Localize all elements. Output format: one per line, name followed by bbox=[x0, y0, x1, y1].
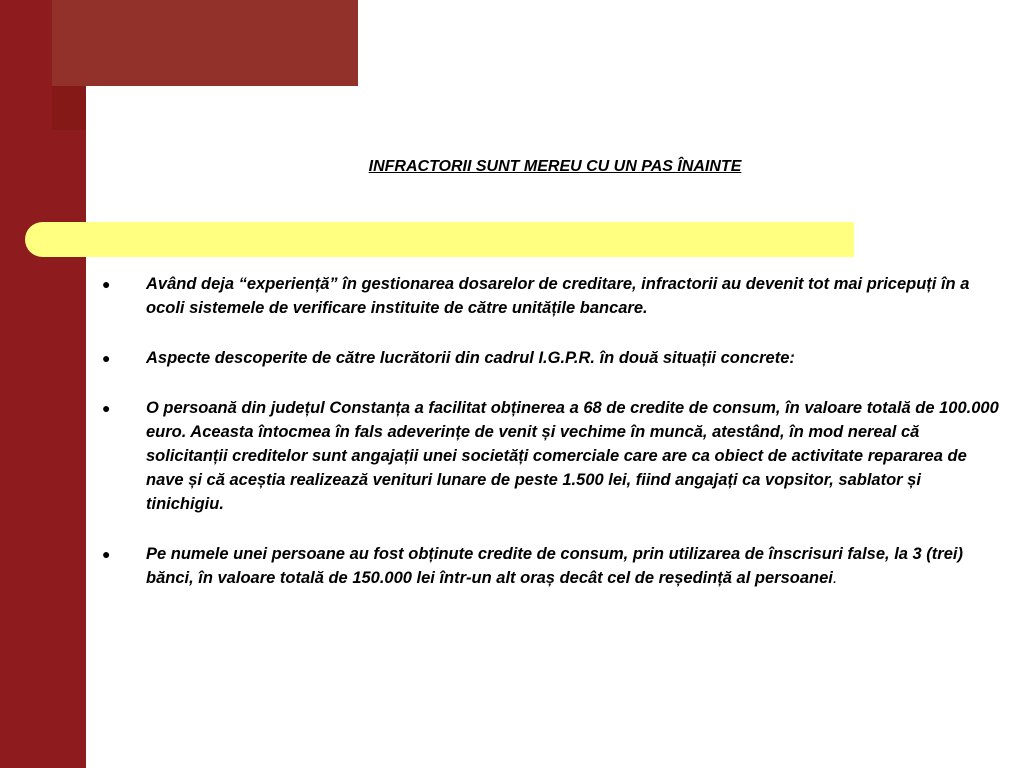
top-decorative-shadow bbox=[52, 86, 86, 130]
bullet-dot-icon: ● bbox=[102, 350, 111, 366]
bullet-text: O persoană din județul Constanța a facilitat obținerea a 68 de credite de consum, în valoare totală de 100.000 euro. Aceasta întocmea în fals adeverințe de venit și vechime în muncă, atestând, în mod nereal că solicitanții creditelor sunt angajații unei societăți comerciale care are ca obiect de activitate repararea de nave și că aceștia realizează venituri lunare de peste 1.500 lei, fiind angajați ca vopsitor, sablator și tinichigiu. bbox=[146, 399, 999, 513]
bullet-text-wrapper bbox=[146, 542, 1000, 590]
bullet-item bbox=[100, 542, 1000, 590]
bullet-item bbox=[100, 272, 1000, 320]
top-decorative-block bbox=[52, 0, 358, 86]
slide-title: INFRACTORII SUNT MEREU CU UN PAS ÎNAINTE bbox=[368, 158, 742, 175]
bullet-dot-icon: ● bbox=[102, 276, 111, 292]
bullet-text: Aspecte descoperite de către lucrătorii din cadrul I.G.P.R. în două situații concrete: bbox=[146, 349, 795, 367]
content-corner-curve bbox=[86, 86, 126, 126]
bullet-dot-icon: ● bbox=[102, 546, 111, 562]
bullet-text-period: . bbox=[832, 569, 838, 587]
bullet-text: Având deja “experiență” în gestionarea dosarelor de creditare, infractorii au devenit tot mai pricepuți în a ocoli sistemele de verificare instituite de către unitățile bancare. bbox=[146, 275, 970, 317]
bullet-text: Pe numele unei persoane au fost obținute credite de consum, prin utilizarea de înscrisuri false, la 3 (trei) bănci, în valoare totală de 150.000 lei într-un alt oraș decât cel de reședință al persoanei bbox=[146, 545, 963, 587]
bullet-list bbox=[100, 272, 1000, 616]
highlight-bar bbox=[25, 222, 854, 257]
bullet-item bbox=[100, 346, 1000, 370]
bullet-item bbox=[100, 396, 1000, 516]
bullet-dot-icon: ● bbox=[102, 400, 111, 416]
